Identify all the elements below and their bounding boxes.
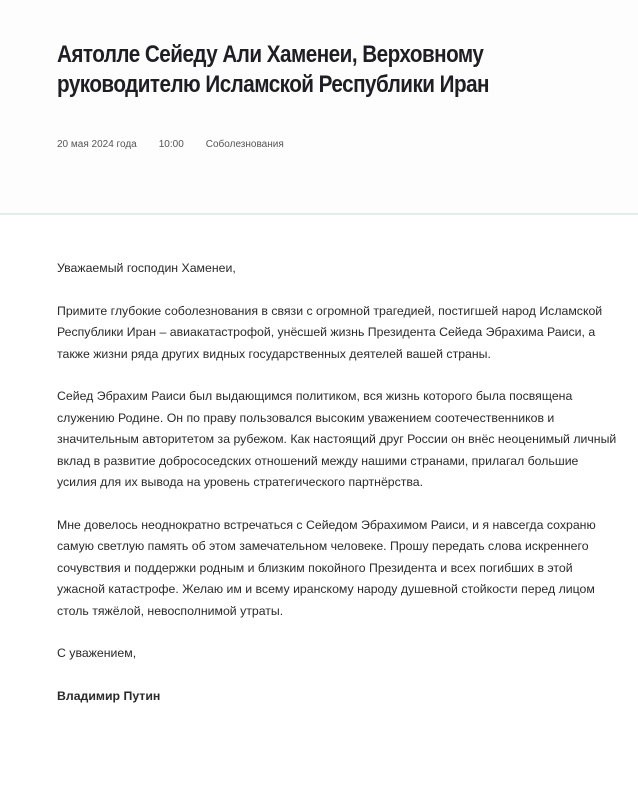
salutation: Уважаемый господин Хаменеи, xyxy=(57,261,236,275)
paragraph: Примите глубокие соболезнования в связи с огромной трагедией, постигшей народ Исламской Республики Иран – авиакатастрофой, унёсшей жизнь Президента Сейеда Эбрахима Раиси, а также жизни ряда других видных государственных деятелей вашей страны. xyxy=(57,303,603,361)
paragraph: Сейед Эбрахим Раиси был выдающимся политиком, вся жизнь которого была посвящена служению Родине. Он по праву пользовался высоким уважением соотечественников и значительным авторитетом за рубежом. Как настоящий друг России он внёс неоценимый личный вклад в развитие добрососедских отношений между нашими странами, прилагал большие усилия для их вывода на уровень стратегического партнёрства. xyxy=(57,389,617,489)
signature: Владимир Путин xyxy=(57,688,161,703)
article-meta xyxy=(57,139,306,150)
page-title: Аятолле Сейеду Али Хаменеи, Верховному руководителю Исламской Республики Иран xyxy=(57,41,490,98)
category-link[interactable]: Соболезнования xyxy=(205,139,284,150)
article-header xyxy=(0,0,638,215)
publish-date: 20 мая 2024 года xyxy=(57,139,137,150)
article-body xyxy=(57,258,617,728)
paragraph: Мне довелось неоднократно встречаться с Сейедом Эбрахимом Раиси, и я навсегда сохраню самую светлую память об этом замечательном человеке. Прошу передать слова искреннего сочувствия и поддержки родным и близким покойного Президента и всех погибших в этой ужасной катастрофе. Желаю им и всему иранскому народу душевной стойкости перед лицом столь тяжёлой, невосполнимой утраты. xyxy=(57,517,596,618)
publish-time: 10:00 xyxy=(158,139,184,150)
closing: С уважением, xyxy=(57,646,137,660)
